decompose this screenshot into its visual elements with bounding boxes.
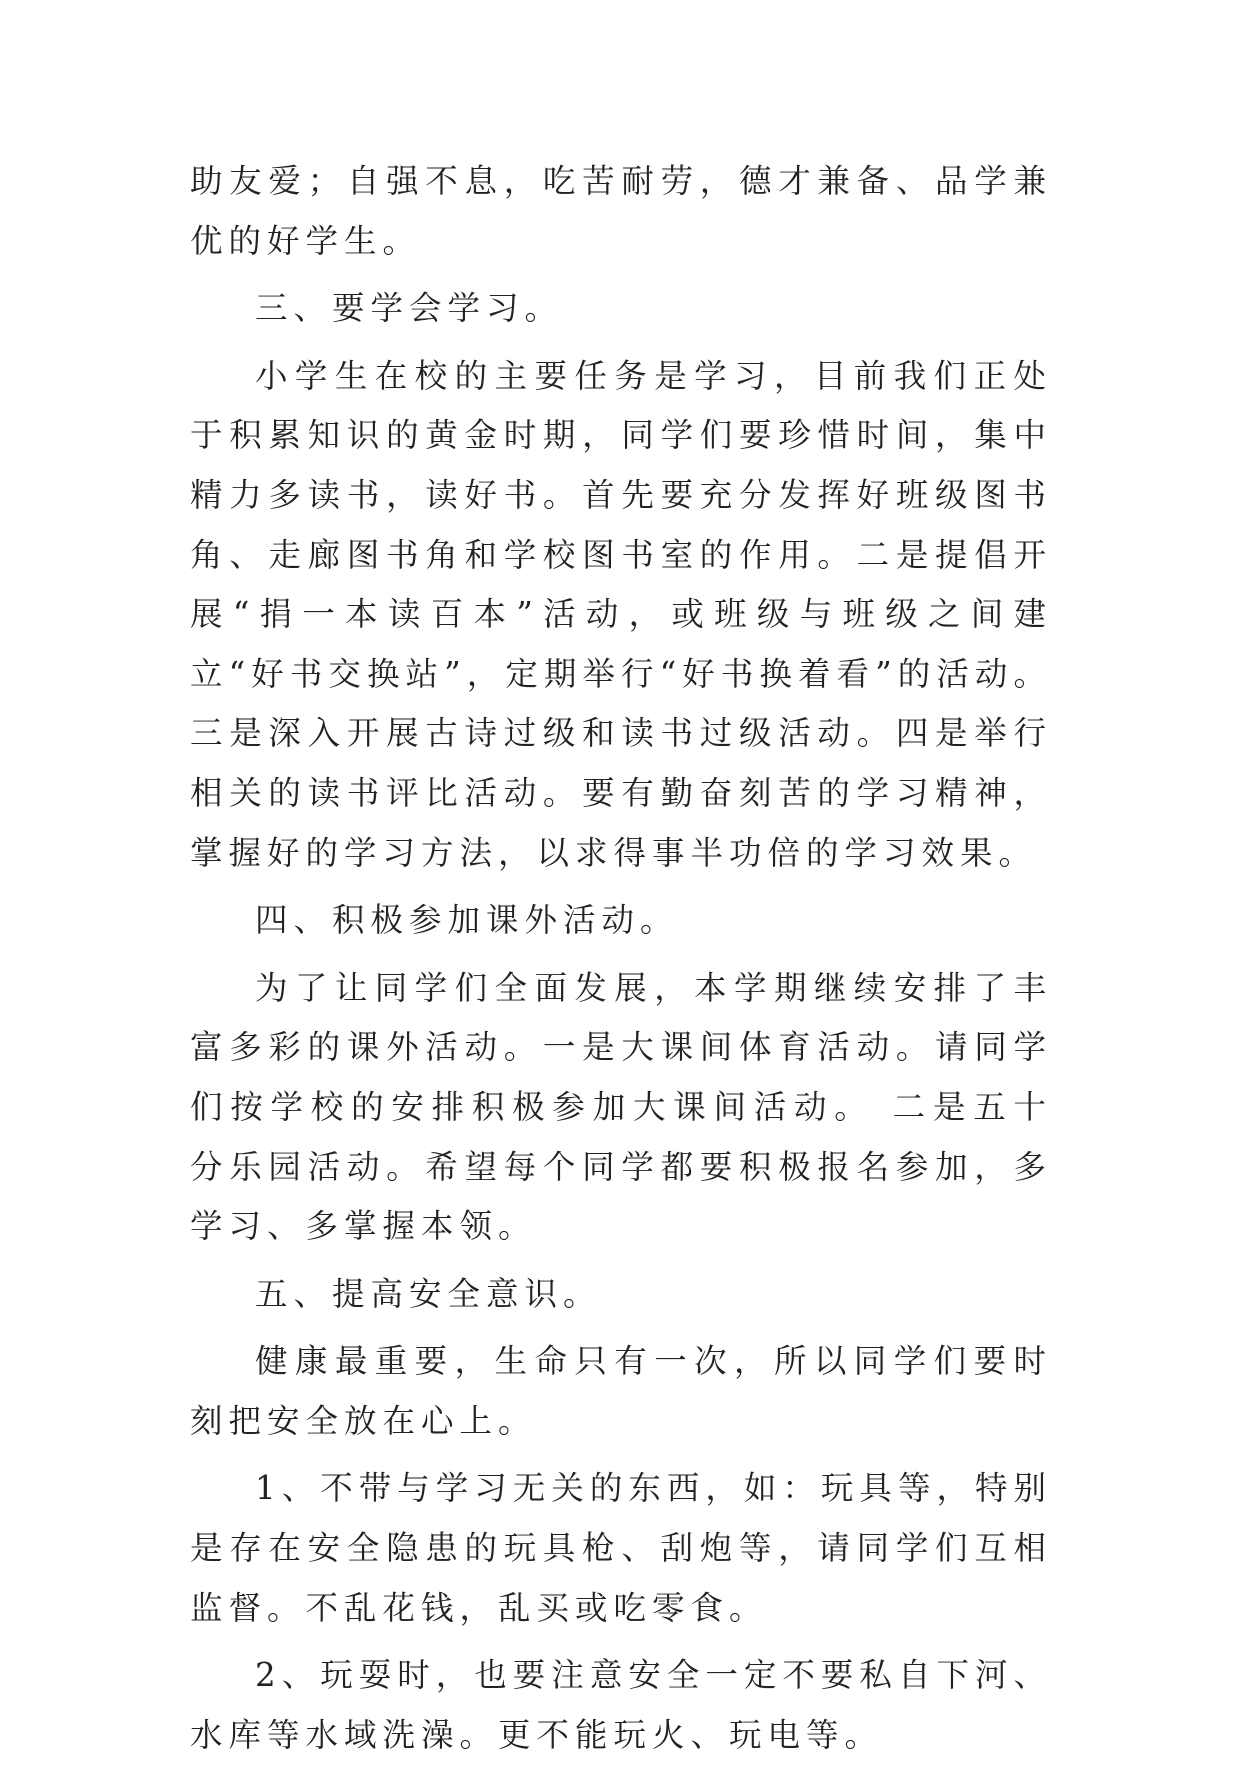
paragraph-activities: 为了让同学们全面发展，本学期继续安排了丰富多彩的课外活动。一是大课间体育活动。请同学们按学校的安排积极参加大课间活动。 二是五十分乐园活动。希望每个同学都要积极报名参加，多学习、多掌握本领。: [190, 968, 1052, 1246]
paragraph-health: 健康最重要，生命只有一次，所以同学们要时刻把安全放在心上。: [190, 1342, 1052, 1440]
list-item-1: 1、不带与学习无关的东西，如：玩具等，特别是存在安全隐患的玩具枪、刮炮等，请同学们互相监督。不乱花钱，乱买或吃零食。: [190, 1469, 1052, 1627]
paragraph-continuation: 助友爱；自强不息，吃苦耐劳，德才兼备、品学兼优的好学生。: [190, 162, 1052, 260]
section-heading-3: 三、要学会学习。: [255, 289, 564, 328]
paragraph-learning: 小学生在校的主要任务是学习，目前我们正处于积累知识的黄金时期，同学们要珍惜时间，集中精力多读书，读好书。首先要充分发挥好班级图书角、走廊图书角和学校图书室的作用。二是提倡开展“捐一本读百本”活动，或班级与班级之间建立“好书交换站”，定期举行“好书换着看”的活动。三是深入开展古诗过级和读书过级活动。四是举行相关的读书评比活动。要有勤奋刻苦的学习精神，掌握好的学习方法，以求得事半功倍的学习效果。: [190, 356, 1052, 872]
document-body: [190, 152, 1052, 1773]
section-heading-5: 五、提高安全意识。: [255, 1274, 602, 1313]
section-heading-4: 四、积极参加课外活动。: [255, 901, 679, 940]
list-item-2: 2、玩耍时，也要注意安全一定不要私自下河、水库等水域洗澡。更不能玩火、玩电等。: [190, 1656, 1052, 1754]
